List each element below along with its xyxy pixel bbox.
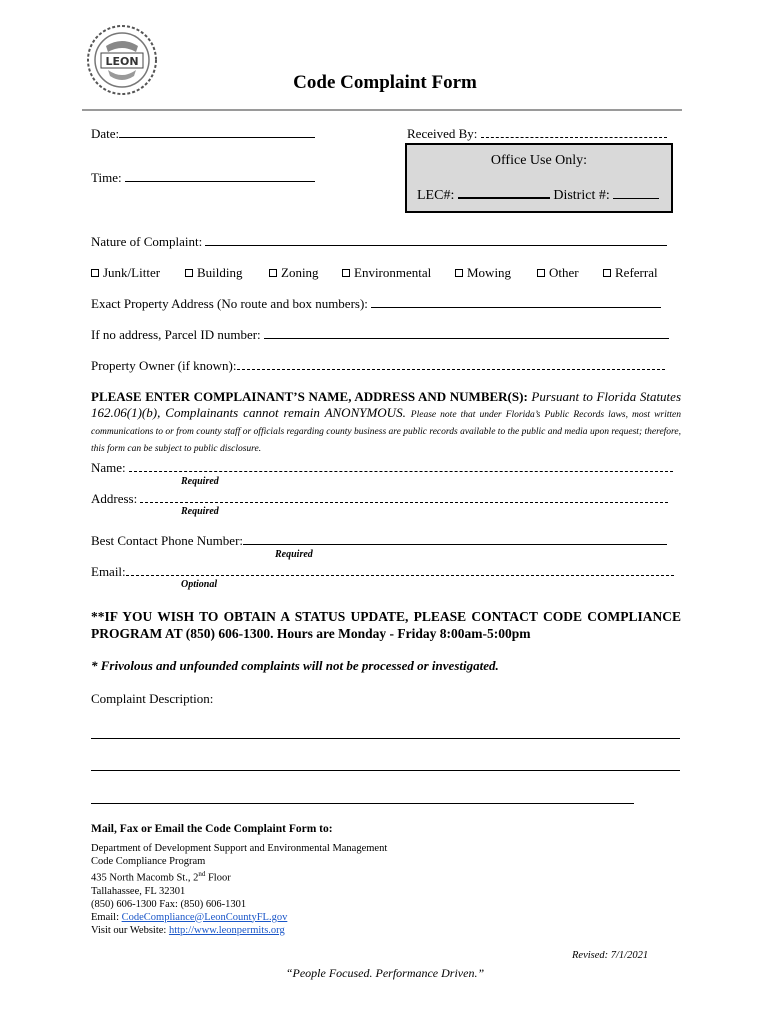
nature-label: Nature of Complaint:	[91, 234, 203, 249]
option-environmental[interactable]	[342, 265, 431, 281]
option-junk-litter[interactable]	[91, 265, 160, 281]
website-line	[91, 924, 387, 937]
checkbox-icon[interactable]	[91, 269, 99, 277]
description-line-3[interactable]	[91, 803, 634, 804]
notice-public-records: Please note that under Florida’s Public Records laws, most written communications to or from county staff or officials regarding county business are public records available to the public and media upon request; therefore, this form can be subject to public disclosure.	[91, 410, 681, 454]
address-line-1: Department of Development Support and Environmental Management	[91, 843, 388, 854]
district-label: District #:	[553, 188, 610, 203]
mail-heading: Mail, Fax or Email the Code Complaint Form to:	[91, 823, 333, 835]
phone-label: Best Contact Phone Number:	[91, 533, 244, 548]
floor-text: Floor	[205, 872, 231, 884]
checkbox-icon[interactable]	[342, 269, 350, 277]
complainant-notice	[91, 389, 681, 456]
lec-label: LEC#:	[417, 188, 455, 203]
name-label: Name:	[91, 460, 126, 475]
address-line-3	[91, 868, 387, 885]
website-link[interactable]: http://www.leonpermits.org	[168, 924, 285, 936]
received-by-label: Received By:	[407, 126, 478, 141]
property-owner-field[interactable]	[91, 358, 665, 374]
street-text: 435 North Macomb St., 2	[91, 872, 199, 884]
title-divider	[82, 109, 682, 111]
notice-bold: PLEASE ENTER COMPLAINANT’S NAME, ADDRESS AND NUMBER(S):	[91, 389, 528, 404]
address-label: Address:	[91, 491, 138, 506]
tagline: “People Focused. Performance Driven.”	[285, 966, 485, 980]
description-line-2[interactable]	[91, 770, 680, 771]
revised-date: Revised: 7/1/2021	[572, 950, 649, 961]
description-line-1[interactable]	[91, 738, 680, 739]
property-owner-label: Property Owner (if known):	[91, 358, 237, 373]
received-by-line[interactable]	[481, 126, 667, 138]
property-owner-line[interactable]	[237, 358, 665, 370]
date-field[interactable]	[91, 126, 315, 142]
floor-suffix: nd	[198, 870, 206, 878]
option-label: Zoning	[281, 265, 319, 280]
email-field[interactable]	[91, 564, 674, 580]
property-address-field[interactable]	[91, 296, 661, 312]
option-building[interactable]	[185, 265, 243, 281]
option-referral[interactable]	[603, 265, 658, 281]
checkbox-icon[interactable]	[603, 269, 611, 277]
address-field[interactable]	[91, 491, 668, 507]
form-title: Code Complaint Form	[293, 72, 477, 93]
phone-required-note: Required	[275, 549, 313, 560]
property-address-label: Exact Property Address (No route and box numbers):	[91, 296, 368, 311]
option-label: Environmental	[354, 265, 432, 280]
option-label: Mowing	[467, 265, 512, 280]
property-address-line[interactable]	[371, 296, 661, 308]
checkbox-icon[interactable]	[455, 269, 463, 277]
seal-text: LEON	[105, 55, 139, 68]
option-other[interactable]	[537, 265, 579, 281]
email-line[interactable]	[126, 564, 674, 576]
date-line[interactable]	[119, 126, 315, 138]
option-label: Other	[549, 265, 579, 280]
office-use-title: Office Use Only:	[490, 153, 588, 168]
checkbox-icon[interactable]	[537, 269, 545, 277]
status-update-notice: **IF YOU WISH TO OBTAIN A STATUS UPDATE, PLEASE CONTACT CODE COMPLIANCE PROGRAM AT (850) 606-1300. Hours are Monday - Friday 8:00am-5:00pm	[91, 609, 681, 641]
name-required-note: Required	[181, 476, 219, 487]
phone-line[interactable]	[243, 533, 667, 545]
mailing-address	[91, 842, 387, 937]
parcel-id-field[interactable]	[91, 327, 669, 343]
parcel-id-label: If no address, Parcel ID number:	[91, 327, 261, 342]
nature-line[interactable]	[205, 234, 667, 246]
time-field[interactable]	[91, 170, 315, 186]
frivolous-warning: * Frivolous and unfounded complaints will not be processed or investigated.	[91, 658, 499, 673]
notice-italic: Pursuant to Florida Statutes 162.06(1)(b), Complainants cannot remain ANONYMOUS.	[91, 389, 682, 420]
website-label: Visit our Website:	[91, 924, 167, 936]
parcel-id-line[interactable]	[264, 327, 669, 339]
address-line-2: Code Compliance Program	[91, 856, 206, 867]
option-label: Junk/Litter	[103, 265, 161, 280]
lec-line[interactable]	[458, 187, 550, 199]
option-mowing[interactable]	[455, 265, 511, 281]
time-line[interactable]	[125, 170, 315, 182]
option-label: Building	[197, 265, 243, 280]
lec-row	[417, 187, 659, 204]
email-label: Email:	[91, 564, 126, 579]
nature-of-complaint-row	[91, 234, 681, 250]
district-line[interactable]	[613, 187, 659, 199]
checkbox-icon[interactable]	[269, 269, 277, 277]
name-line[interactable]	[129, 460, 673, 472]
email-link[interactable]: CodeCompliance@LeonCountyFL.gov	[121, 911, 288, 923]
time-label: Time:	[91, 170, 122, 185]
name-field[interactable]	[91, 460, 673, 476]
received-by-field[interactable]	[407, 126, 667, 142]
option-zoning[interactable]	[269, 265, 319, 281]
address-required-note: Required	[181, 506, 219, 517]
complaint-description-label: Complaint Description:	[91, 691, 214, 706]
checkbox-icon[interactable]	[185, 269, 193, 277]
office-use-box	[405, 143, 673, 213]
phone-fax-line: (850) 606-1300 Fax: (850) 606-1301	[91, 898, 247, 910]
email-contact-label: Email:	[91, 911, 119, 923]
phone-field[interactable]	[91, 533, 667, 549]
option-label: Referral	[615, 265, 658, 280]
email-optional-note: Optional	[181, 579, 218, 590]
date-label: Date:	[91, 126, 120, 141]
email-contact-line	[91, 911, 387, 924]
address-line-4: Tallahassee, FL 32301	[91, 885, 186, 897]
address-line[interactable]	[140, 491, 668, 503]
